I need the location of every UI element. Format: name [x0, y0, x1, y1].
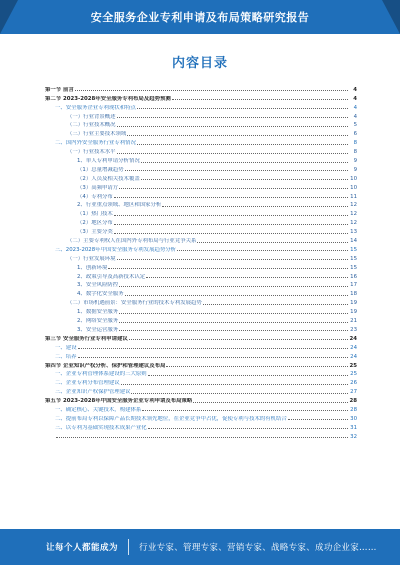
toc-entry-title: 三、2023-2028年中国安全服务专利发展趋势分析: [55, 246, 177, 253]
table-of-contents: [45, 84, 357, 440]
toc-leader-dots: [148, 428, 348, 429]
toc-leader-dots: [142, 410, 348, 411]
toc-entry-title: （一）行业技术水平: [67, 149, 116, 156]
toc-leader-dots: [129, 339, 348, 340]
toc-entry[interactable]: [45, 288, 357, 297]
toc-entry-page: 15: [350, 255, 357, 262]
toc-leader-dots: [78, 348, 348, 349]
toc-entry-title: 3、安全运营服务: [77, 326, 119, 333]
toc-entry-page: 10: [350, 175, 357, 182]
toc-entry-title: （一）行业发展环境: [67, 255, 116, 262]
toc-leader-dots: [114, 224, 348, 225]
toc-leader-dots: [108, 268, 348, 269]
toc-entry-title: （二）主要专利权人在国内外专利布局与行业竞争关系: [67, 238, 197, 245]
toc-entry[interactable]: [45, 93, 357, 102]
toc-leader-dots: [117, 117, 348, 118]
toc-entry-title: 三、以专利为基础实现技术成果产业化: [55, 424, 147, 431]
toc-entry-title: 2、行业重点领域、地区和国家分析: [77, 202, 162, 209]
toc-entry-title: （2）人员及相关技术覆盖: [77, 175, 140, 182]
toc-entry-page: 21: [350, 318, 357, 325]
toc-leader-dots: [172, 99, 348, 100]
toc-leader-dots: [203, 304, 348, 305]
footer-slogan-left: 让每个人都能成为: [46, 543, 119, 553]
toc-entry-page: 17: [350, 282, 357, 289]
toc-entry-title: 二、企业专利分布管理建议: [55, 380, 120, 387]
toc-entry-page: 11: [350, 193, 357, 200]
toc-leader-dots: [114, 197, 348, 198]
toc-entry-page: 28: [350, 406, 357, 413]
toc-entry-title: （3）主要分类: [77, 229, 113, 236]
toc-leader-dots: [146, 277, 348, 278]
toc-entry-title: 1、创新环境: [77, 264, 108, 271]
toc-entry[interactable]: [45, 155, 357, 164]
toc-entry-page: 4: [353, 104, 357, 111]
toc-entry-page: 8: [353, 140, 357, 147]
toc-leader-dots: [141, 162, 348, 163]
toc-entry[interactable]: [45, 262, 357, 271]
toc-leader-dots: [288, 419, 348, 420]
toc-entry-title: 2、网络安全服务: [77, 318, 119, 325]
toc-entry-title: （1）热门技术: [77, 211, 113, 218]
toc-entry-page: 25: [349, 362, 357, 369]
toc-entry-page: 24: [350, 344, 357, 351]
footer-slogan-right: 行业专家、管理专家、营销专家、战略专家、成功企业家……: [139, 543, 377, 553]
toc-title: 内容目录: [171, 56, 228, 71]
footer-bar: [0, 529, 400, 565]
toc-leader-dots: [166, 366, 348, 367]
toc-leader-dots: [162, 206, 348, 207]
toc-entry-title: （一）行业背景概述: [67, 113, 116, 120]
toc-entry-page: 24: [349, 335, 357, 342]
toc-entry-title: 二、提前布局专利以保障产品长期技术领先地位，在企业竞争中占优，促使专利与技术的有机结合: [55, 415, 287, 422]
toc-entry-title: 第四节 企业知识产权分析、保护和管理建议及布局: [45, 362, 166, 369]
toc-entry[interactable]: [45, 386, 357, 395]
toc-entry[interactable]: [45, 306, 357, 315]
toc-entry[interactable]: [45, 360, 357, 369]
toc-entry-title: （2）地区分布: [77, 220, 113, 227]
toc-entry[interactable]: [45, 324, 357, 333]
toc-entry[interactable]: [45, 431, 357, 440]
toc-entry[interactable]: [45, 404, 357, 413]
toc-entry-title: 三、企业知识产权保护管理建议: [55, 389, 131, 396]
toc-entry-title: （二）行业技术概况: [67, 122, 116, 129]
toc-entry-title: 一、安全服务企业专利现状和特点: [55, 104, 136, 111]
toc-entry[interactable]: [45, 128, 357, 137]
toc-entry[interactable]: [45, 369, 357, 378]
footer-divider: [128, 539, 129, 555]
header-corner-decoration-left: [0, 0, 18, 34]
toc-entry-title: 第二节 2023-2028年安全服务专利布局及趋势预测: [45, 95, 171, 102]
toc-entry[interactable]: [45, 208, 357, 217]
toc-entry-title: 第五节 2023-2028年中国安全服务企业专利申请及布局策略: [45, 398, 193, 405]
toc-entry[interactable]: [45, 244, 357, 253]
toc-entry-page: 12: [350, 220, 357, 227]
toc-entry-page: 8: [353, 149, 357, 156]
toc-leader-dots: [125, 170, 348, 171]
toc-entry-page: 31: [350, 424, 357, 431]
toc-entry-page: 15: [350, 264, 357, 271]
toc-entry-title: （二）市场机遇前景：安全服务行业的技术专利发展趋势: [67, 300, 202, 307]
toc-entry-page: 18: [350, 291, 357, 298]
toc-leader-dots: [117, 259, 348, 260]
toc-entry[interactable]: [45, 120, 357, 129]
toc-leader-dots: [78, 357, 348, 358]
toc-entry[interactable]: [45, 200, 357, 209]
toc-entry-page: 10: [350, 184, 357, 191]
toc-entry[interactable]: [45, 137, 357, 146]
toc-entry-title: 第三节 安全服务行业专利申请建议: [45, 335, 128, 342]
toc-entry[interactable]: [45, 333, 357, 342]
toc-leader-dots: [119, 322, 348, 323]
toc-entry[interactable]: [45, 377, 357, 386]
toc-leader-dots: [125, 295, 348, 296]
toc-leader-dots: [197, 242, 348, 243]
toc-entry-title: 一、企业专利管理体系建设的三大原则: [55, 371, 147, 378]
toc-leader-dots: [114, 215, 348, 216]
toc-leader-dots: [119, 313, 348, 314]
toc-entry[interactable]: [45, 342, 357, 351]
toc-entry-page: 6: [353, 131, 357, 138]
toc-entry[interactable]: [45, 182, 357, 191]
toc-entry-title: （1）总量增减趋势: [77, 166, 124, 173]
toc-entry-page: 13: [350, 229, 357, 236]
toc-entry[interactable]: [45, 280, 357, 289]
toc-entry[interactable]: [45, 413, 357, 422]
toc-entry-page: 19: [350, 309, 357, 316]
toc-entry-page: 4: [353, 86, 357, 93]
toc-entry[interactable]: [45, 395, 357, 404]
toc-leader-dots: [148, 375, 348, 376]
toc-entry-page: 5: [353, 122, 357, 129]
toc-entry[interactable]: [45, 191, 357, 200]
toc-leader-dots: [117, 126, 348, 127]
toc-entry-page: 19: [350, 300, 357, 307]
toc-entry-title: 4、数字化安全服务: [77, 291, 124, 298]
toc-entry-title: （4）专利分布: [77, 193, 113, 200]
toc-entry-page: 12: [350, 211, 357, 218]
toc-entry-page: 32: [350, 433, 357, 440]
toc-entry-page: 27: [350, 389, 357, 396]
header-corner-decoration-right: [382, 0, 400, 34]
toc-entry-page: 30: [350, 415, 357, 422]
toc-entry-page: 26: [350, 380, 357, 387]
report-header-bar: [0, 0, 400, 34]
toc-leader-dots: [117, 153, 348, 154]
toc-leader-dots: [121, 384, 348, 385]
toc-leader-dots: [193, 402, 348, 403]
toc-entry-title: 一、建设: [55, 344, 77, 351]
toc-entry[interactable]: [45, 271, 357, 280]
toc-entry[interactable]: [45, 146, 357, 155]
report-title: 安全服务企业专利申请及布局策略研究报告: [90, 11, 310, 24]
toc-entry[interactable]: [45, 84, 357, 93]
toc-leader-dots: [119, 188, 348, 189]
toc-entry-title: 第一节 前言: [45, 86, 74, 93]
toc-entry-title: 3、安全风险防控: [77, 282, 119, 289]
toc-leader-dots: [119, 286, 348, 287]
toc-entry-page: 16: [350, 273, 357, 280]
toc-leader-dots: [177, 250, 348, 251]
toc-entry-title: 一、确定核心、关键技术，构建体系: [55, 406, 142, 413]
toc-entry-page: 24: [350, 353, 357, 360]
toc-leader-dots: [56, 437, 348, 438]
toc-entry[interactable]: [45, 217, 357, 226]
toc-entry[interactable]: [45, 164, 357, 173]
toc-leader-dots: [75, 90, 348, 91]
toc-entry[interactable]: [45, 235, 357, 244]
toc-entry-page: 9: [353, 166, 357, 173]
toc-entry-page: 28: [349, 398, 357, 405]
toc-entry-title: 2、政策引导及高新技术认定: [77, 273, 146, 280]
toc-entry-page: 25: [350, 371, 357, 378]
toc-leader-dots: [141, 179, 348, 180]
toc-entry-page: 23: [350, 326, 357, 333]
toc-leader-dots: [131, 393, 348, 394]
toc-entry-title: 二、培养: [55, 353, 77, 360]
toc-leader-dots: [137, 144, 348, 145]
toc-entry-title: 二、国内外安全服务行业专利情况: [55, 140, 136, 147]
toc-entry[interactable]: [45, 422, 357, 431]
toc-leader-dots: [127, 135, 348, 136]
toc-leader-dots: [119, 330, 348, 331]
toc-entry[interactable]: [45, 351, 357, 360]
toc-entry-page: 9: [353, 158, 357, 165]
toc-entry[interactable]: [45, 297, 357, 306]
toc-entry[interactable]: [45, 315, 357, 324]
toc-entry-title: 1、单人专利申请分析情况: [77, 158, 140, 165]
toc-entry[interactable]: [45, 226, 357, 235]
toc-entry-page: 4: [353, 113, 357, 120]
toc-entry[interactable]: [45, 253, 357, 262]
toc-entry-page: 14: [350, 238, 357, 245]
toc-entry-title: （三）行业主要技术领域: [67, 131, 127, 138]
toc-entry[interactable]: [45, 111, 357, 120]
toc-leader-dots: [114, 233, 348, 234]
toc-leader-dots: [137, 108, 348, 109]
toc-entry-title: （3）高频申请方: [77, 184, 119, 191]
toc-entry-page: 15: [350, 246, 357, 253]
toc-entry[interactable]: [45, 102, 357, 111]
toc-entry-title: 1、数据安全服务: [77, 309, 119, 316]
toc-entry-page: 12: [350, 202, 357, 209]
toc-entry-page: 4: [353, 95, 357, 102]
toc-entry[interactable]: [45, 173, 357, 182]
